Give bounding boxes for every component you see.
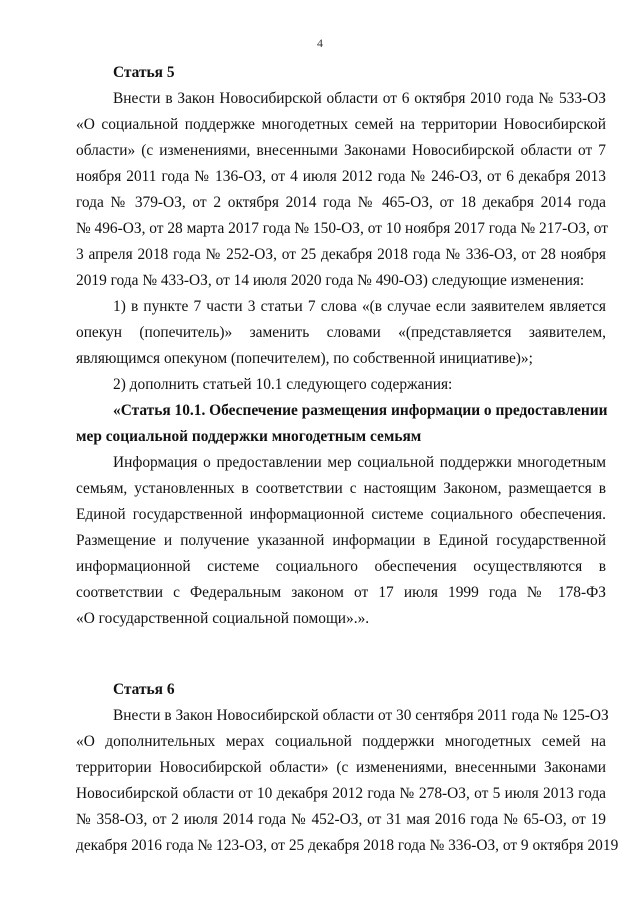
article-5-heading: Статья 5 xyxy=(113,64,175,81)
article-6-line: Внести в Закон Новосибирской области от 30 сентября 2011 года № 125-ОЗ xyxy=(113,707,609,724)
article-5-line: Внести в Закон Новосибирской области от 6 октября 2010 года № 533-ОЗ xyxy=(113,90,606,107)
article-5-line: «О социальной поддержке многодетных семей на территории Новосибирской xyxy=(76,116,606,133)
article-5-line: 3 апреля 2018 года № 252-ОЗ, от 25 декабря 2018 года № 336-ОЗ, от 28 ноября xyxy=(76,246,606,263)
article-6-line: Новосибирской области от 10 декабря 2012 года № 278-ОЗ, от 5 июля 2013 года xyxy=(76,785,606,802)
article-5-line: ноября 2011 года № 136-ОЗ, от 4 июля 2012 года № 246-ОЗ, от 6 декабря 2013 xyxy=(76,168,606,185)
new-article-text-line: Единой государственной информационной системе социального обеспечения. xyxy=(76,506,606,523)
new-article-text-line: Информация о предоставлении мер социальной поддержки многодетным xyxy=(113,454,606,471)
new-article-text-line: «О государственной социальной помощи».». xyxy=(76,610,370,627)
article-5-line: № 496-ОЗ, от 28 марта 2017 года № 150-ОЗ, от 10 ноября 2017 года № 217-ОЗ, от xyxy=(76,220,608,237)
article-5-line: 2019 года № 433-ОЗ, от 14 июля 2020 года № 490-ОЗ) следующие изменения: xyxy=(76,272,585,289)
amendment-item-1: 1) в пункте 7 части 3 статьи 7 слова «(в случае если заявителем является xyxy=(113,298,606,315)
article-6-heading: Статья 6 xyxy=(113,681,175,698)
new-article-text-line: семьям, установленных в соответствии с настоящим Законом, размещается в xyxy=(76,480,606,497)
new-article-text-line: соответствии с Федеральным законом от 17 июля 1999 года № 178-ФЗ xyxy=(76,584,606,601)
section-spacer xyxy=(76,632,606,677)
article-5-line: года № 379-ОЗ, от 2 октября 2014 года № 465-ОЗ, от 18 декабря 2014 года xyxy=(76,194,606,211)
article-6-line: декабря 2016 года № 123-ОЗ, от 25 декабря 2018 года № 336-ОЗ, от 9 октября 2019 xyxy=(76,837,619,854)
new-article-text-line: информационной системе социального обеспечения осуществляются в xyxy=(76,558,606,575)
new-article-text-line: Размещение и получение указанной информации в Единой государственной xyxy=(76,532,606,549)
new-article-title: «Статья 10.1. Обеспечение размещения информации о предоставлении xyxy=(113,402,608,419)
article-6-line: территории Новосибирской области» (с изменениями, внесенными Законами xyxy=(76,759,606,776)
article-6-line: «О дополнительных мерах социальной поддержки многодетных семей на xyxy=(76,733,606,750)
amendment-item-2: 2) дополнить статьей 10.1 следующего содержания: xyxy=(113,376,453,393)
article-6-line: № 358-ОЗ, от 2 июля 2014 года № 452-ОЗ, от 31 мая 2016 года № 65-ОЗ, от 19 xyxy=(76,811,606,828)
new-article-title-line: мер социальной поддержки многодетным семьям xyxy=(76,428,422,445)
amendment-item-1-line: являющимся опекуном (попечителем), по собственной инициативе)»; xyxy=(76,350,533,367)
amendment-item-1-line: опекун (попечитель)» заменить словами «(представляется заявителем, xyxy=(76,324,606,341)
document-body xyxy=(76,60,619,859)
article-5-line: области» (с изменениями, внесенными Законами Новосибирской области от 7 xyxy=(76,142,606,159)
page-number: 4 xyxy=(317,36,323,50)
